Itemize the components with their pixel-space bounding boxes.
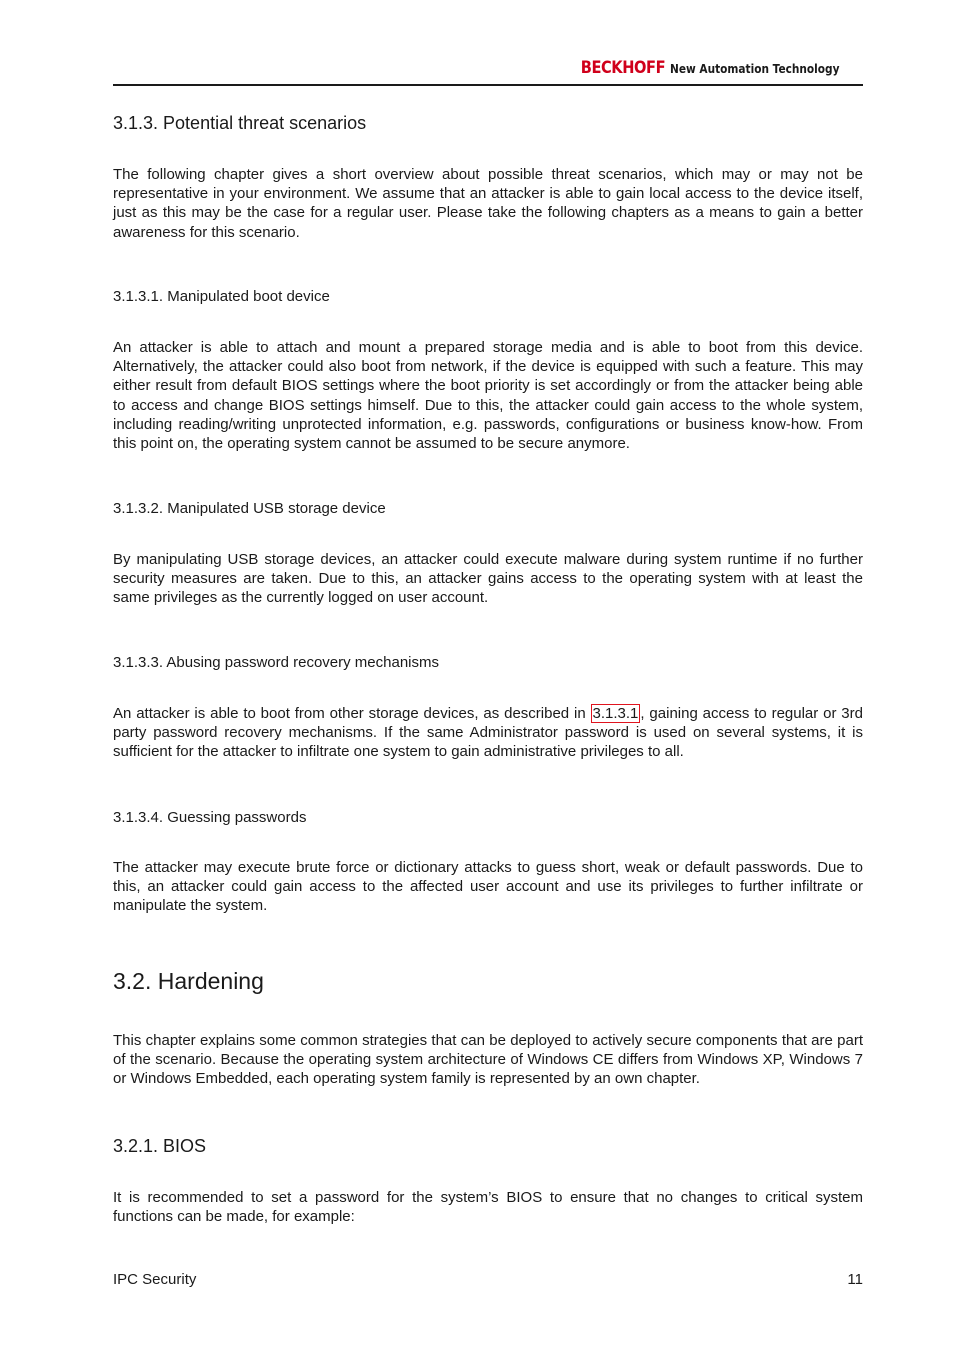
heading-3-1-3-2: 3.1.3.2. Manipulated USB storage device xyxy=(113,500,386,517)
footer-document-title: IPC Security xyxy=(113,1271,197,1288)
beckhoff-logo xyxy=(567,58,863,78)
page-header xyxy=(113,56,863,86)
page-footer xyxy=(113,1270,863,1289)
paragraph-threat-intro: The following chapter gives a short overview about possible threat scenarios, which may or may not be representative in your environment. We assume that an attacker is able to gain local access to the device itself, just as this may be the case for a regular user. Please take the following chapters as a means to gain a better awareness for this scenario. xyxy=(113,166,863,241)
paragraph-usb-storage: By manipulating USB storage devices, an attacker could execute malware during system runtime if no further security measures are taken. Due to this, an attacker gains access to the operating system with at least the same privileges as the currently logged on user account. xyxy=(113,551,863,607)
paragraph-text-before-link: An attacker is able to boot from other storage devices, as described in xyxy=(113,705,591,722)
heading-3-1-3: 3.1.3. Potential threat scenarios xyxy=(113,113,367,133)
logo-tagline: New Automation Technology xyxy=(670,62,840,76)
paragraph-boot-device: An attacker is able to attach and mount a prepared storage media and is able to boot from this device. Alternatively, the attacker could also boot from network, if the device is equipped with such a feature. This may either result from default BIOS settings where the boot priority is set accordingly or from the attacker being able to access and change BIOS settings himself. Due to this, the attacker could gain access to the whole system, including reading/writing unprotected information, e.g. passwords, configurations or business know-how. From this point on, the operating system cannot be assumed to be secure anymore. xyxy=(113,339,863,453)
heading-3-1-3-3: 3.1.3.3. Abusing password recovery mechanisms xyxy=(113,654,439,671)
paragraph-guessing-passwords: The attacker may execute brute force or dictionary attacks to guess short, weak or default passwords. Due to this, an attacker could gain access to the affected user account and use its privileges to further infiltrate or manipulate the system. xyxy=(113,859,863,915)
heading-3-2-hardening: 3.2. Hardening xyxy=(113,968,264,994)
logo-brand: BECKHOFF xyxy=(580,58,666,78)
heading-3-1-3-4: 3.1.3.4. Guessing passwords xyxy=(113,809,307,826)
heading-3-2-1-bios: 3.2.1. BIOS xyxy=(113,1136,207,1156)
paragraph-hardening: This chapter explains some common strategies that can be deployed to actively secure components that are part of the scenario. Because the operating system architecture of Windows CE differs from Windows XP, Windows 7 or Windows Embedded, each operating system family is represented by an own chapter. xyxy=(113,1032,863,1088)
heading-3-1-3-1: 3.1.3.1. Manipulated boot device xyxy=(113,288,330,305)
paragraph-text-after-link: , gaining access to regular or 3rd party password recovery mechanisms. If the same Administrator password is used on several systems, it is sufficient for the attacker to infiltrate one system to gain administrative privileges to all. xyxy=(113,705,863,761)
footer-page-number: 11 xyxy=(847,1271,863,1288)
paragraph-bios: It is recommended to set a password for the system’s BIOS to ensure that no changes to critical system functions can be made, for example: xyxy=(113,1189,863,1226)
paragraph-password-recovery xyxy=(113,704,863,762)
crossref-link-3-1-3-1[interactable]: 3.1.3.1 xyxy=(592,705,639,722)
